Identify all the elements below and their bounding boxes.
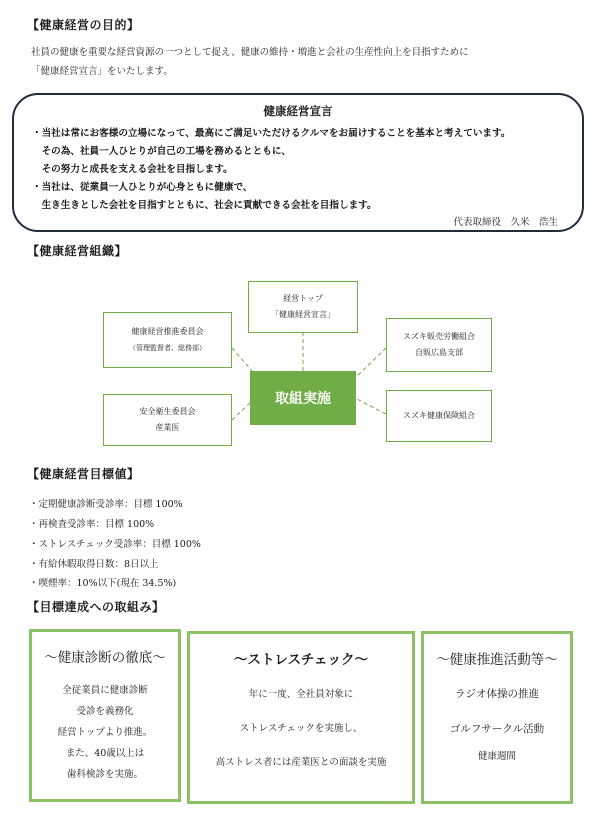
- org-box-safety-committee: [103, 394, 232, 446]
- intro-line-1: 社員の健康を重要な経営資源の一つとして捉え、健康の維持・増進と会社の生産性向上を目指すために: [31, 47, 469, 58]
- declaration-line-4: ・当社は、従業員一人ひとりが心身ともに健康で、: [32, 182, 253, 193]
- connector-union: [355, 348, 386, 378]
- action-box-health-promotion: [421, 631, 573, 804]
- action-title: ～健康診断の徹底～: [44, 650, 166, 666]
- action-box-health-checkup: [29, 629, 181, 802]
- action-line: ラジオ体操の推進: [455, 688, 539, 700]
- org-box-promotion-committee: [103, 312, 232, 368]
- action-box-stress-check: [187, 631, 415, 804]
- org-promotion-line2: （管理監督者、総務部）: [129, 344, 206, 352]
- org-union-line1: スズキ販売労働組合: [403, 332, 475, 341]
- org-heading: 【健康経営組織】: [27, 244, 128, 258]
- declaration-line-3: その努力と成長を支える会社を目指します。: [32, 164, 233, 175]
- org-box-labor-union: [386, 318, 492, 372]
- action-line: 全従業員に健康診断: [62, 685, 148, 696]
- action-title: ～ストレスチェック～: [234, 652, 368, 668]
- intro-text: [31, 43, 591, 81]
- goals-heading: 【健康経営目標値】: [27, 467, 140, 481]
- goal-item: ・喫煙率：10%以下(現在 34.5%): [29, 578, 177, 589]
- actions-heading: 【目標達成への取組み】: [27, 600, 165, 614]
- connector-promotion: [232, 348, 253, 372]
- org-promotion-line1: 健康経営推進委員会: [131, 327, 204, 336]
- org-safety-line2: 産業医: [155, 423, 180, 432]
- action-line: ゴルフサークル活動: [449, 723, 545, 735]
- action-line: 健康週間: [477, 751, 516, 762]
- declaration-box: [12, 93, 584, 232]
- declaration-title: 健康経営宣言: [263, 104, 333, 118]
- action-line: 高ストレス者には産業医との面談を実施: [215, 757, 387, 768]
- goal-item: ・有給休暇取得日数：8日以上: [29, 559, 159, 570]
- org-top-line1: 経営トップ: [283, 294, 323, 303]
- action-line: 受診を義務化: [76, 706, 134, 717]
- org-center-implementation: 取組実施: [250, 371, 356, 425]
- goal-item: ・定期健康診断受診率：目標 100%: [29, 499, 183, 510]
- intro-line-2: 「健康経営宣言」をいたします。: [31, 66, 173, 77]
- goal-item: ・再検査受診率：目標 100%: [29, 519, 155, 530]
- org-safety-line1: 安全衛生委員会: [139, 407, 196, 416]
- org-union-line2: 自販広島支部: [415, 348, 463, 357]
- org-insurance-line1: スズキ健康保険組合: [403, 411, 475, 420]
- action-line: 歯科検診を実施。: [66, 769, 143, 780]
- connector-insurance: [355, 398, 386, 414]
- action-line: 経営トップより推進。: [57, 727, 153, 738]
- declaration-line-1: ・当社は常にお客様の立場になって、最高にご満足いただけるクルマをお届けすることを基本と考えています。: [32, 128, 511, 139]
- action-line: また、40歳以上は: [65, 748, 145, 759]
- org-box-health-insurance: [386, 390, 492, 442]
- declaration-line-2: その為、社員一人ひとりが自己の工場を務めるとともに、: [32, 146, 292, 157]
- action-line: ストレスチェックを実施し、: [239, 723, 363, 734]
- goal-item: ・ストレスチェック受診率：目標 100%: [29, 539, 201, 550]
- declaration-line-5: 生き生きとした会社を目指すとともに、社会に貢献できる会社を目指します。: [32, 200, 377, 211]
- org-top-line2: 「健康経営宣言」: [271, 310, 335, 319]
- action-title: ～健康推進活動等～: [436, 652, 558, 668]
- declaration-signature: 代表取締役 久米 浩生: [453, 217, 558, 228]
- action-line: 年に一度、全社員対象に: [248, 689, 354, 700]
- purpose-heading: 【健康経営の目的】: [27, 18, 140, 32]
- org-box-top-management: [248, 281, 358, 333]
